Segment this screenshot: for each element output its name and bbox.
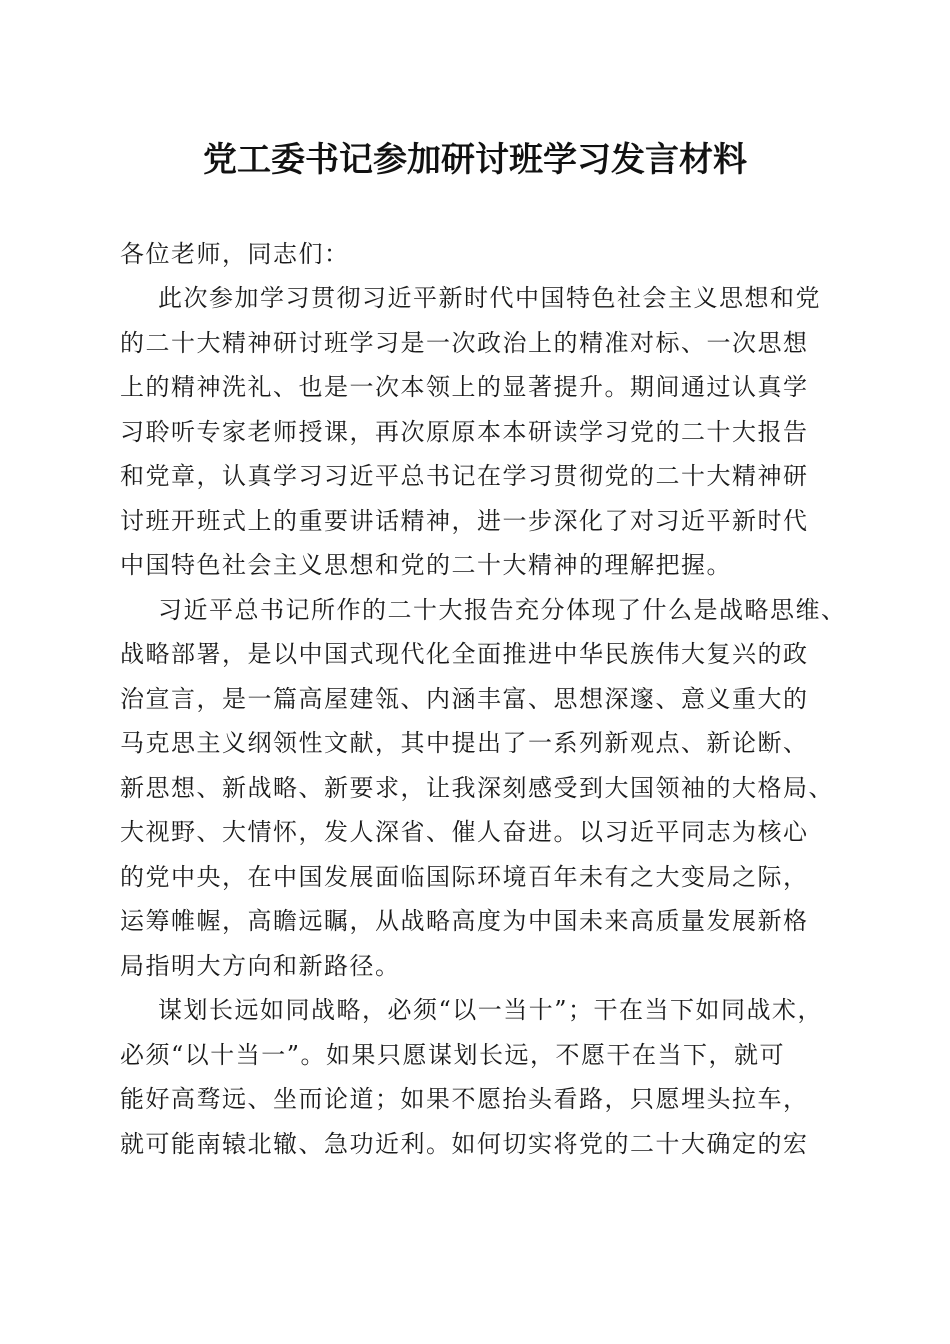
paragraph-1-line-3: 上的精神洗礼、也是一次本领上的显著提升。期间通过认真学 [120,373,809,401]
paragraph-3-line-2: 必须“以十当一”。如果只愿谋划长远，不愿干在当下，就可 [120,1041,786,1069]
paragraph-2-line-2: 战略部署，是以中国式现代化全面推进中华民族伟大复兴的政 [120,640,809,668]
paragraph-2-line-3: 治宣言，是一篇高屋建瓴、内涵丰富、思想深邃、意义重大的 [120,685,809,713]
paragraph-3-line-1: 谋划长远如同战略，必须“以一当十”；干在当下如同战术， [158,996,824,1024]
paragraph-2-line-5: 新思想、新战略、新要求，让我深刻感受到大国领袖的大格局、 [120,774,834,802]
document-title: 党工委书记参加研讨班学习发言材料 [203,140,747,180]
paragraph-2-line-7: 的党中央，在中国发展面临国际环境百年未有之大变局之际， [120,863,809,891]
paragraph-2-line-8: 运筹帷幄，高瞻远瞩，从战略高度为中国未来高质量发展新格 [120,907,809,935]
paragraph-2-line-4: 马克思主义纲领性文献，其中提出了一系列新观点、新论断、 [120,729,809,757]
paragraph-2-line-1: 习近平总书记所作的二十大报告充分体现了什么是战略思维、 [158,596,847,624]
paragraph-1-line-1: 此次参加学习贯彻习近平新时代中国特色社会主义思想和党 [158,284,821,312]
paragraph-2-line-9: 局指明大方向和新路径。 [120,952,401,980]
paragraph-3-line-3: 能好高骛远、坐而论道；如果不愿抬头看路，只愿埋头拉车， [120,1085,809,1113]
paragraph-1-line-5: 和党章，认真学习习近平总书记在学习贯彻党的二十大精神研 [120,462,809,490]
paragraph-2-line-6: 大视野、大情怀，发人深省、催人奋进。以习近平同志为核心 [120,818,809,846]
document-body [120,232,847,1192]
paragraph-3-line-4: 就可能南辕北辙、急功近利。如何切实将党的二十大确定的宏 [120,1130,809,1158]
paragraph-1-line-6: 讨班开班式上的重要讲话精神，进一步深化了对习近平新时代 [120,507,809,535]
paragraph-1-line-2: 的二十大精神研讨班学习是一次政治上的精准对标、一次思想 [120,329,809,357]
paragraph-1-line-7: 中国特色社会主义思想和党的二十大精神的理解把握。 [120,551,732,579]
salutation: 各位老师，同志们： [120,240,350,268]
paragraph-1-line-4: 习聆听专家老师授课，再次原原本本研读学习党的二十大报告 [120,418,809,446]
